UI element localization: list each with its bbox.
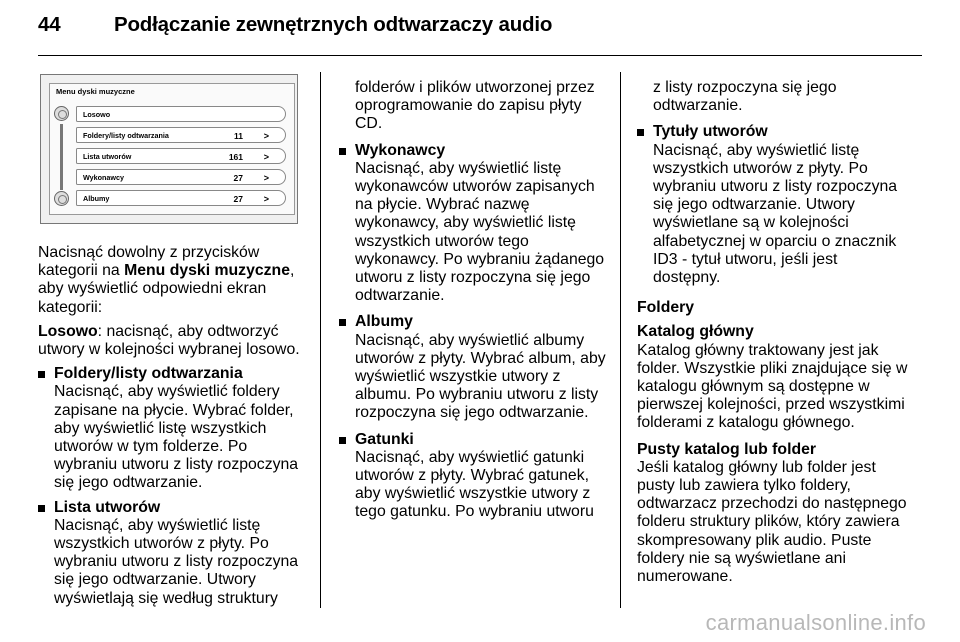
list-item (38, 365, 308, 492)
bullet-square-icon (339, 148, 346, 155)
list-item (339, 313, 609, 422)
row-label: Losowo (83, 110, 111, 119)
watermark: carmanualsonline.info (705, 610, 926, 635)
scrollbar (60, 124, 63, 190)
item-body: Nacisnąć, aby wyświetlić listę wszystkich utworów z płyty. Po wybraniu utworu z listy rozpoczyna się jego odtwarzanie. Utwory wyświetlają się według struktury (54, 516, 299, 607)
knob-icon (54, 191, 69, 206)
header-rule (38, 55, 922, 56)
item-body: Nacisnąć, aby wyświetlić listę wszystkich utworów z płyty. Po wybraniu utworu z listy rozpoczyna się jego odtwarzanie. Utwory wyświetlane są w kolejności alfabetycznej w oparciu o znacznik ID3 - tytuł utworu, jeśli jest dostępny. (653, 141, 898, 287)
chevron-right-icon: > (263, 131, 269, 141)
menu-name: Menu dyski muzyczne (124, 262, 290, 280)
item-title: Wykonawcy (355, 141, 446, 159)
screen-row-artists (76, 169, 286, 185)
chevron-right-icon: > (263, 152, 269, 162)
bullet-square-icon (339, 437, 346, 444)
column-2 (339, 79, 609, 522)
intro-paragraph: Nacisnąć dowolny z przycisków kategorii na Menu dyski muzyczne, aby wyświetlić odpowiedni ekran kategorii: (38, 244, 295, 316)
item-title: Lista utworów (54, 498, 161, 516)
row-count: 27 (233, 173, 243, 183)
chevron-right-icon: > (263, 173, 269, 183)
term-random: Losowo (38, 322, 98, 340)
bullet-square-icon (339, 319, 346, 326)
continued-paragraph: folderów i plików utworzonej przez oprogramowanie do zapisu płyty CD. (355, 79, 595, 133)
section-heading-folders: Foldery (637, 299, 695, 317)
item-body: Nacisnąć, aby wyświetlić listę wykonawców utworów zapisanych na płycie. Wybrać nazwę wykonawcy, aby wyświetlić listę wszystkich utworów tego wykonawcy. Po wybraniu żądanego utworu z listy rozpoczyna się jego odtwarzanie. (355, 159, 605, 305)
root-dir-paragraph: Katalog główny traktowany jest jak folder. Wszystkie pliki znajdujące się w katalogu głównym są dostępne w pierwszej kolejności, przed wszystkimi folderami z katalogu głównego. (637, 341, 908, 432)
bullet-square-icon (38, 505, 45, 512)
screen-row-tracks (76, 148, 286, 164)
screen-frame (40, 74, 298, 224)
row-label: Albumy (83, 194, 110, 203)
random-paragraph: Losowo: nacisnąć, aby odtworzyć utwory w kolejności wybranej losowo. (38, 322, 300, 359)
item-body: Nacisnąć, aby wyświetlić gatunki utworów z płyty. Wybrać gatunek, aby wyświetlić wszystkie utwory z tego gatunku. Po wybraniu utworu (355, 448, 594, 521)
column-1 (38, 244, 308, 608)
row-count: 27 (233, 194, 243, 204)
screen-row-folders (76, 127, 286, 143)
knob-icon (54, 106, 69, 121)
screen-display (49, 83, 295, 215)
chevron-right-icon: > (263, 194, 269, 204)
item-title: Tytuły utworów (653, 123, 768, 141)
subheading-root-dir: Katalog główny (637, 323, 754, 341)
list-item (38, 499, 308, 608)
continued-paragraph: z listy rozpoczyna się jego odtwarzanie. (653, 79, 837, 115)
bullet-square-icon (38, 371, 45, 378)
menu-screen-illustration (38, 72, 298, 224)
page-title: Podłączanie zewnętrznych odtwarzaczy audio (114, 13, 553, 36)
subheading-empty-folder: Pusty katalog lub folder (637, 440, 817, 458)
screen-row-random (76, 106, 286, 122)
empty-folder-paragraph: Jeśli katalog główny lub folder jest pusty lub zawiera tylko foldery, odtwarzacz przechodzi do następnego folderu struktury plików, który zawiera skompresowany plik audio. Puste foldery nie są wyświetlane ani numerowane. (637, 458, 907, 586)
column-divider-2 (620, 72, 621, 608)
column-divider-1 (320, 72, 321, 608)
screen-row-albums (76, 190, 286, 206)
item-title: Gatunki (355, 430, 414, 448)
column-3 (637, 79, 909, 586)
item-title: Foldery/listy odtwarzania (54, 365, 243, 383)
page-header (38, 13, 552, 37)
row-label: Wykonawcy (83, 173, 125, 182)
item-body: Nacisnąć, aby wyświetlić albumy utworów z płyty. Wybrać album, aby wyświetlić wszystkie utwory z albumu. Po wybraniu utworu z listy rozpoczyna się jego odtwarzanie. (355, 331, 606, 422)
screen-title: Menu dyski muzyczne (56, 87, 135, 96)
list-item (339, 142, 609, 306)
item-body: Nacisnąć, aby wyświetlić foldery zapisane na płycie. Wybrać folder, aby wyświetlić listę wszystkich utworów w tym folderze. Po wybraniu utworu z listy rozpoczyna się jego odtwarzanie. (54, 383, 299, 492)
list-item (339, 431, 609, 522)
page-number: 44 (38, 13, 61, 36)
row-label: Lista utworów (83, 152, 132, 161)
row-label: Foldery/listy odtwarzania (83, 131, 169, 140)
row-count: 161 (228, 152, 243, 162)
list-item (637, 123, 909, 287)
bullet-square-icon (637, 129, 644, 136)
row-count: 11 (234, 131, 243, 141)
item-title: Albumy (355, 313, 413, 331)
